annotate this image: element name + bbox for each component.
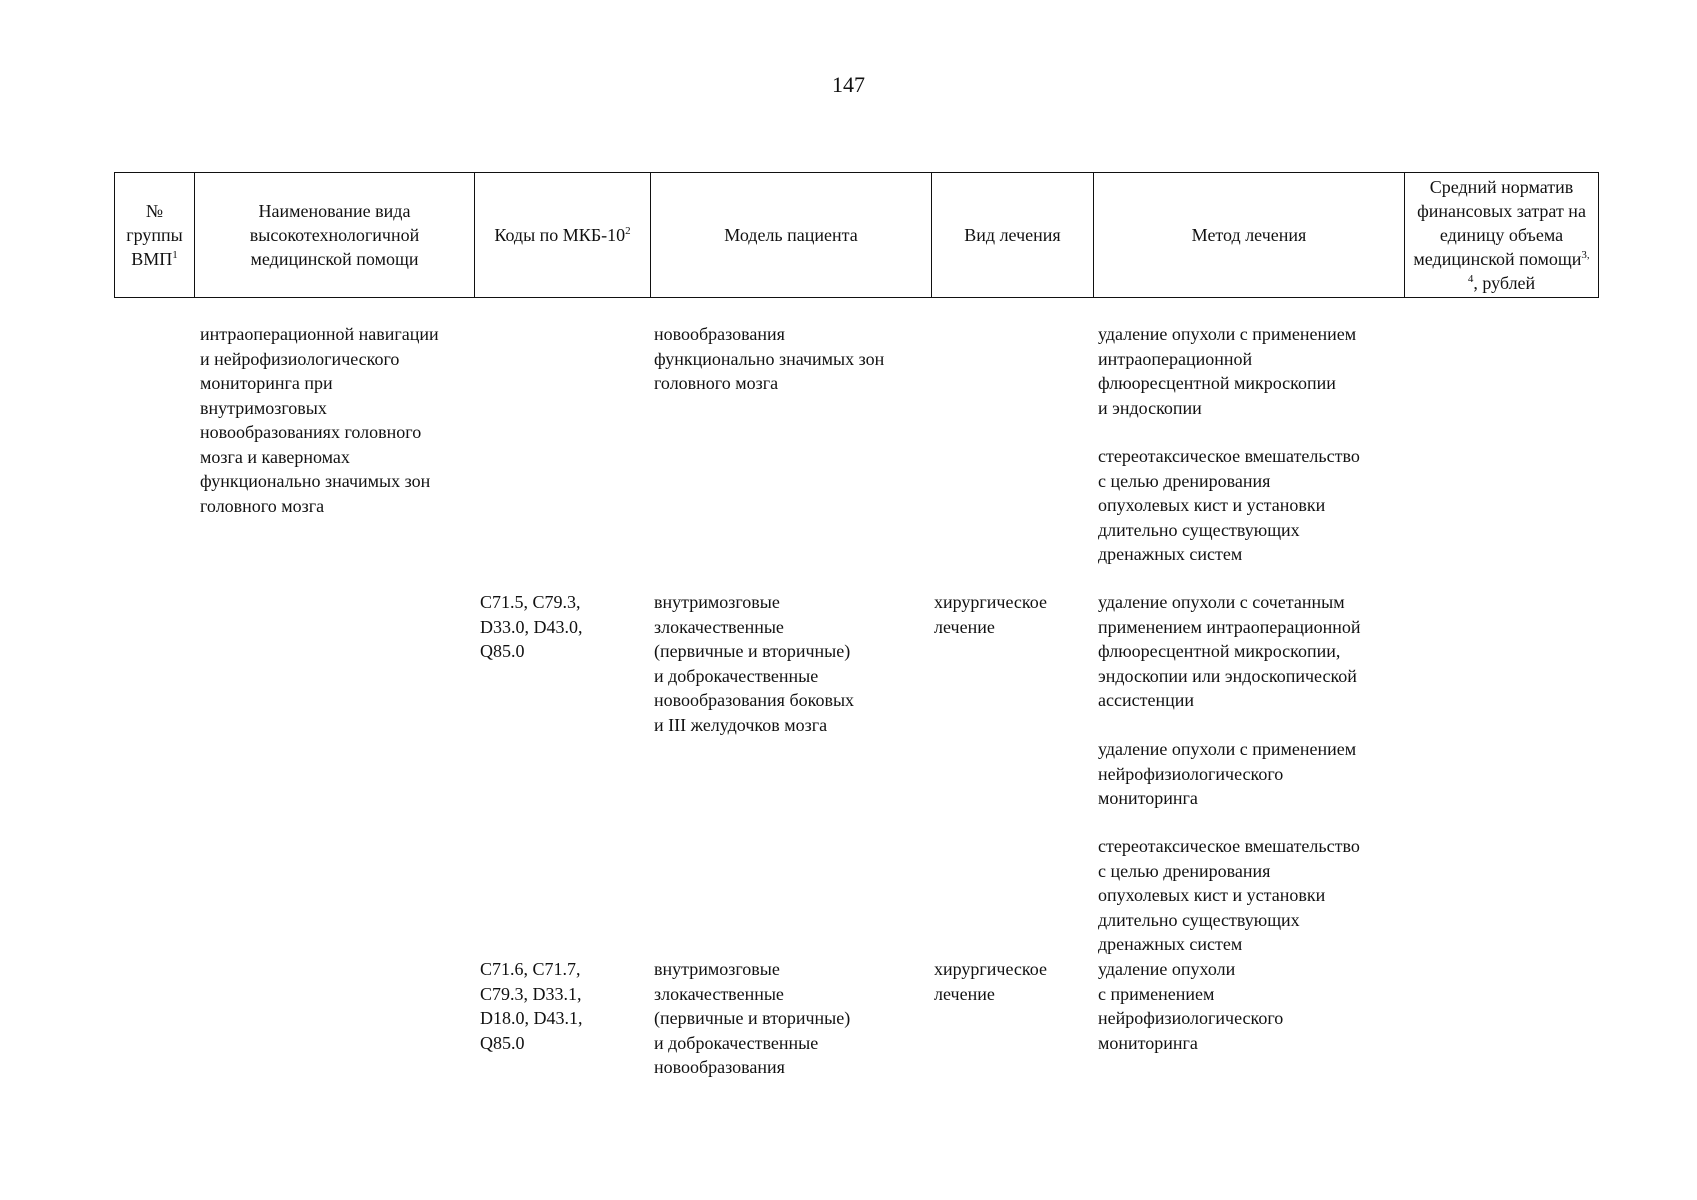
header-cost-norm-tail: , рублей <box>1473 273 1536 293</box>
treatment-method-cell: удаление опухоли с сочетанным применением интраоперационной флюоресцентной микроскопии, эндоскопии или эндоскопической ассистенции <box>1098 592 1361 710</box>
treatment-type-cell: хирургическое лечение <box>934 592 1047 637</box>
patient-model-cell: новообразования функционально значимых зон головного мозга <box>654 324 885 393</box>
icd-codes-cell: C71.5, C79.3, D33.0, D43.0, Q85.0 <box>480 592 583 661</box>
patient-model-cell: внутримозговые злокачественные (первичные и вторичные) и доброкачественные новообразования <box>654 959 851 1077</box>
treatment-method-cell: стереотаксическое вмешательство с целью дренирования опухолевых кист и установки длительно существующих дренажных систем <box>1098 836 1360 954</box>
header-icd-codes <box>475 173 651 298</box>
treatment-method-cell: стереотаксическое вмешательство с целью дренирования опухолевых кист и установки длительно существующих дренажных систем <box>1098 446 1360 564</box>
page-number: 147 <box>832 72 865 97</box>
header-group-number <box>115 173 195 298</box>
treatment-method-cell: удаление опухоли с применением интраоперационной флюоресцентной микроскопии и эндоскопии <box>1098 324 1357 418</box>
treatment-method-cell: удаление опухоли с применением нейрофизиологического мониторинга <box>1098 959 1284 1053</box>
table-header <box>114 172 1599 298</box>
footnote-2: 2 <box>625 225 631 237</box>
treatment-method-cell: удаление опухоли с применением нейрофизиологического мониторинга <box>1098 739 1357 808</box>
header-group-number-text: № группы ВМП <box>126 201 183 269</box>
patient-model-cell: внутримозговые злокачественные (первичные и вторичные) и доброкачественные новообразования боковых и III желудочков мозга <box>654 592 855 735</box>
header-patient-model: Модель пациента <box>651 173 932 298</box>
header-cost-norm <box>1405 173 1599 298</box>
header-icd-codes-text: Коды по МКБ-10 <box>494 225 626 245</box>
header-treatment-method: Метод лечения <box>1094 173 1405 298</box>
footnote-1: 1 <box>172 249 178 261</box>
header-care-type-name: Наименование вида высокотехнологичной медицинской помощи <box>195 173 475 298</box>
header-cost-norm-text: Средний норматив финансовых затрат на единицу объема медицинской помощи <box>1413 177 1586 269</box>
care-type-name-cell: интраоперационной навигации и нейрофизиологического мониторинга при внутримозговых новообразованиях головного мозга и каверномах функционально значимых зон головного мозга <box>200 324 439 516</box>
footnote-3-4: 3, 4 <box>1467 249 1590 285</box>
icd-codes-cell: C71.6, C71.7, C79.3, D33.1, D18.0, D43.1, Q85.0 <box>480 959 583 1053</box>
treatment-type-cell: хирургическое лечение <box>934 959 1047 1004</box>
header-treatment-type: Вид лечения <box>932 173 1094 298</box>
